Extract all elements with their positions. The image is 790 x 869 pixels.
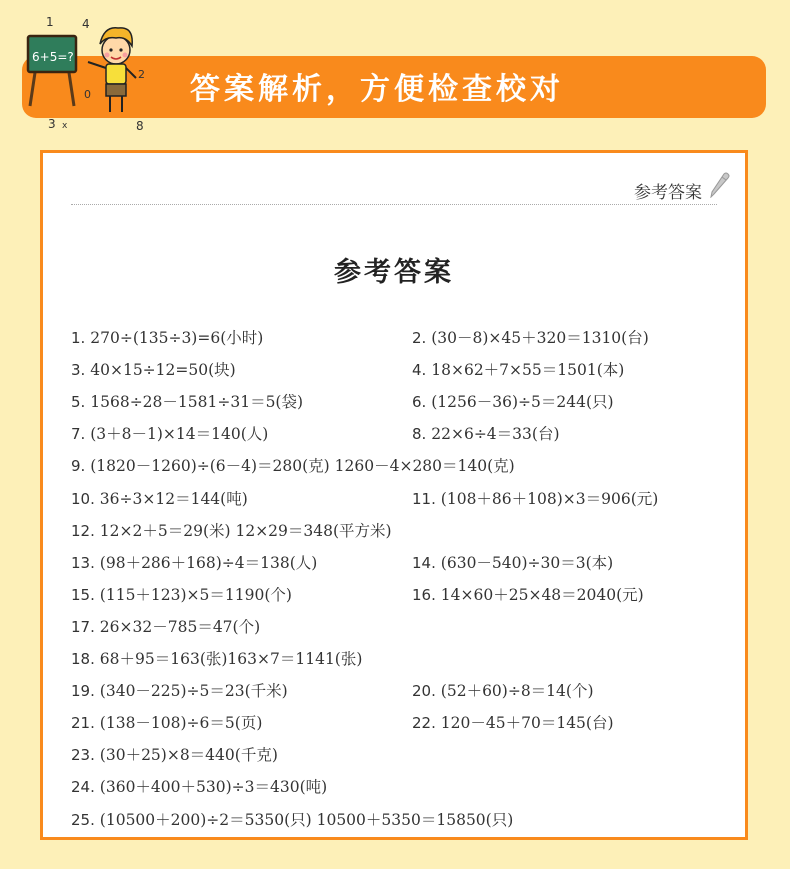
- answer-row: [71, 324, 735, 352]
- answer-item: [71, 517, 392, 545]
- doodle-number: 2: [138, 68, 145, 81]
- answer-number: 16.: [412, 585, 436, 604]
- answer-item: [412, 420, 560, 448]
- answer-number: 1.: [71, 329, 86, 347]
- answer-item: [71, 581, 292, 609]
- answer-number: 14.: [412, 553, 436, 572]
- answer-number: 21.: [71, 714, 95, 733]
- answer-number: 5.: [71, 393, 86, 412]
- answer-item: [71, 677, 288, 705]
- doodle-number: 8: [136, 119, 144, 132]
- answer-number: 22.: [412, 714, 436, 733]
- answer-text: 26×32－785＝47(个): [99, 617, 261, 636]
- answer-item: [71, 773, 327, 801]
- answer-text: 270÷(135÷3)=6(小时): [90, 329, 264, 347]
- answer-text: 1568÷28－1581÷31＝5(袋): [90, 393, 304, 412]
- answer-text: (3＋8－1)×14＝140(人): [90, 425, 269, 444]
- answer-row: [71, 709, 735, 737]
- answer-text: (1820－1260)÷(6－4)＝280(克) 1260－4×280＝140(克): [90, 457, 515, 476]
- answer-row: [71, 420, 735, 448]
- answer-number: 17.: [71, 617, 95, 636]
- chalkboard-icon: [28, 36, 76, 106]
- answer-text: (138－108)÷6＝5(页): [99, 714, 263, 733]
- answer-text: 12×2＋5＝29(米) 12×29＝348(平方米): [99, 521, 392, 540]
- answer-number: 15.: [71, 585, 95, 604]
- answer-item: [71, 485, 248, 513]
- answer-item: [412, 485, 658, 513]
- answer-item: [71, 709, 262, 737]
- answer-number: 18.: [71, 650, 95, 668]
- doodle-number: x: [62, 121, 68, 131]
- answer-item: [412, 677, 594, 705]
- answer-text: (1256－36)÷5＝244(只): [431, 393, 614, 412]
- answer-row: [71, 773, 735, 801]
- doodle-number: 3: [48, 117, 56, 131]
- answer-text: 36÷3×12＝144(吨): [99, 489, 248, 508]
- board-text: 6+5=?: [32, 50, 74, 64]
- doodle-number: 4: [82, 17, 90, 31]
- answer-item: [71, 356, 236, 384]
- answer-text: 22×6÷4＝33(台): [431, 425, 560, 444]
- answer-text: 40×15÷12=50(块): [90, 361, 236, 380]
- answer-row: [71, 517, 735, 545]
- answer-number: 7.: [71, 425, 86, 444]
- answer-number: 8.: [412, 425, 427, 444]
- answer-text: (30＋25)×8＝440(千克): [99, 746, 278, 765]
- answer-text: (10500＋200)÷2＝5350(只) 10500＋5350＝15850(只): [99, 810, 514, 829]
- answer-item: [71, 645, 362, 673]
- answer-text: (115＋123)×5＝1190(个): [99, 585, 292, 604]
- answer-text: (30－8)×45＋320＝1310(台): [431, 329, 649, 347]
- answer-item: [71, 388, 303, 416]
- answer-number: 11.: [412, 489, 436, 508]
- answer-number: 23.: [71, 746, 95, 765]
- section-label: 参考答案: [634, 183, 702, 203]
- answer-number: 12.: [71, 521, 95, 540]
- answer-row: [71, 485, 735, 513]
- answer-item: [71, 452, 515, 480]
- answer-text: (52＋60)÷8＝14(个): [440, 682, 594, 701]
- answer-item: [71, 741, 278, 769]
- answer-item: [71, 324, 263, 352]
- answer-item: [412, 581, 644, 609]
- mascot-illustration: [18, 6, 158, 132]
- answer-row: [71, 806, 735, 834]
- answer-text: 68＋95＝163(张)163×7＝1141(张): [99, 650, 363, 668]
- answer-item: [412, 388, 614, 416]
- answer-row: [71, 613, 735, 641]
- answer-row: [71, 356, 735, 384]
- answer-item: [71, 806, 513, 834]
- answer-number: 10.: [71, 489, 95, 508]
- answer-row: [71, 452, 735, 480]
- answer-number: 24.: [71, 778, 95, 797]
- answer-text: (108＋86＋108)×3＝906(元): [440, 489, 659, 508]
- answer-item: [412, 324, 649, 352]
- answer-item: [71, 420, 268, 448]
- divider: [71, 204, 717, 205]
- answer-row: [71, 581, 735, 609]
- answer-number: 3.: [71, 361, 86, 380]
- answer-row: [71, 741, 735, 769]
- answer-item: [412, 709, 614, 737]
- answer-item: [71, 613, 260, 641]
- page-title: 参考答案: [334, 257, 454, 288]
- answer-number: 6.: [412, 393, 427, 412]
- pencil-icon: [707, 170, 731, 198]
- answer-text: 14×60＋25×48＝2040(元): [440, 585, 644, 604]
- answer-text: (360＋400＋530)÷3＝430(吨): [99, 778, 328, 797]
- answer-number: 19.: [71, 682, 95, 701]
- answer-number: 2.: [412, 329, 427, 347]
- banner-title: 答案解析，方便检查校对: [190, 72, 564, 107]
- answer-row: [71, 549, 735, 577]
- doodle-number: 0: [84, 88, 91, 101]
- answer-item: [71, 549, 317, 577]
- answer-number: 13.: [71, 553, 95, 572]
- answer-text: (630－540)÷30＝3(本): [440, 553, 614, 572]
- answer-text: (340－225)÷5＝23(千米): [99, 682, 288, 701]
- answer-item: [412, 356, 624, 384]
- answer-card: [40, 150, 748, 840]
- answer-text: 18×62＋7×55＝1501(本): [431, 361, 625, 380]
- answer-item: [412, 549, 613, 577]
- answer-number: 25.: [71, 810, 95, 829]
- answer-row: [71, 677, 735, 705]
- answer-number: 4.: [412, 361, 427, 380]
- answer-number: 9.: [71, 457, 86, 476]
- answer-number: 20.: [412, 682, 436, 701]
- answer-row: [71, 645, 735, 673]
- kid-icon: [88, 28, 136, 112]
- answer-text: 120－45＋70＝145(台): [440, 714, 614, 733]
- answer-row: [71, 388, 735, 416]
- doodle-number: 1: [46, 15, 54, 29]
- answer-text: (98＋286＋168)÷4＝138(人): [99, 553, 318, 572]
